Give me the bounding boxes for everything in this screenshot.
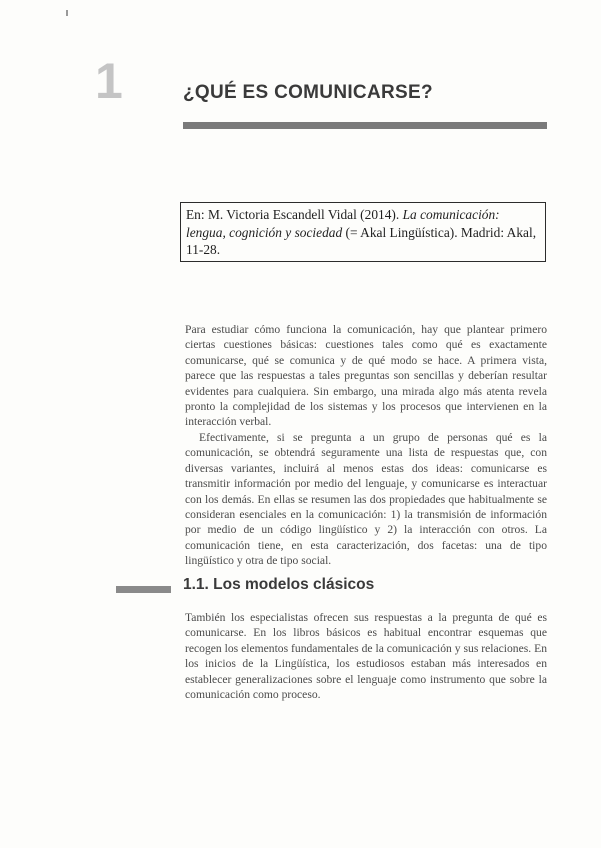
title-rule bbox=[183, 122, 547, 129]
citation-suffix: (= Akal Lingüística). Madrid: Akal, 11-28. bbox=[186, 224, 537, 257]
section-paragraph-1: También los especialistas ofrecen sus respuestas a la pregunta de qué es comunicarse. En los libros básicos es habitual encontrar esquemas que recogen los elementos fundamentales de la comunicación y sus relaciones. En los inicios de la Lingüística, los estudiosos estaban más interesados en establecer generalizaciones sobre el lenguaje como instrumento que sobre la comunicación como proceso. bbox=[185, 611, 547, 702]
citation-book-title: La comunicación: lengua, cognición y sociedad bbox=[186, 207, 500, 240]
section-heading: 1.1. Los modelos clásicos bbox=[183, 576, 375, 593]
body-paragraph-2: Efectivamente, si se pregunta a un grupo de personas qué es la comunicación, se obtendrá seguramente una lista de respuestas que, con diversas variantes, incluirá al menos estas dos ideas: comunicarse es transmitir información por medio del lenguaje, y comunicarse es interactuar con los demás. En ellas se resumen las dos propiedades que habitualmente se consideran esenciales en la comunicación: 1) la transmisión de información por medio de un código lingüístico y 2) la interacción con otros. La comunicación tiene, en esta caracterización, dos facetas: una de tipo lingüístico y otra de tipo social. bbox=[185, 431, 547, 568]
citation-prefix: En: M. Victoria Escandell Vidal (2014). bbox=[186, 207, 403, 222]
section-marker-bar bbox=[116, 586, 171, 593]
body-paragraph-1: Para estudiar cómo funciona la comunicación, hay que plantear primero ciertas cuestiones básicas: cuestiones tales como qué es exactamente comunicarse, qué se comunica y de qué modo se hace. A primera vista, parece que las respuestas a tales preguntas son sencillas y deberían resultar evidentes para cualquiera. Sin embargo, una mirada algo más atenta revela pronto la complejidad de los sistemas y los procesos que intervienen en la interacción verbal. bbox=[185, 323, 547, 429]
citation-box bbox=[180, 202, 546, 262]
chapter-title: ¿QUÉ ES COMUNICARSE? bbox=[183, 82, 433, 103]
chapter-number: 1 bbox=[95, 53, 123, 109]
scan-artifact bbox=[66, 10, 68, 16]
